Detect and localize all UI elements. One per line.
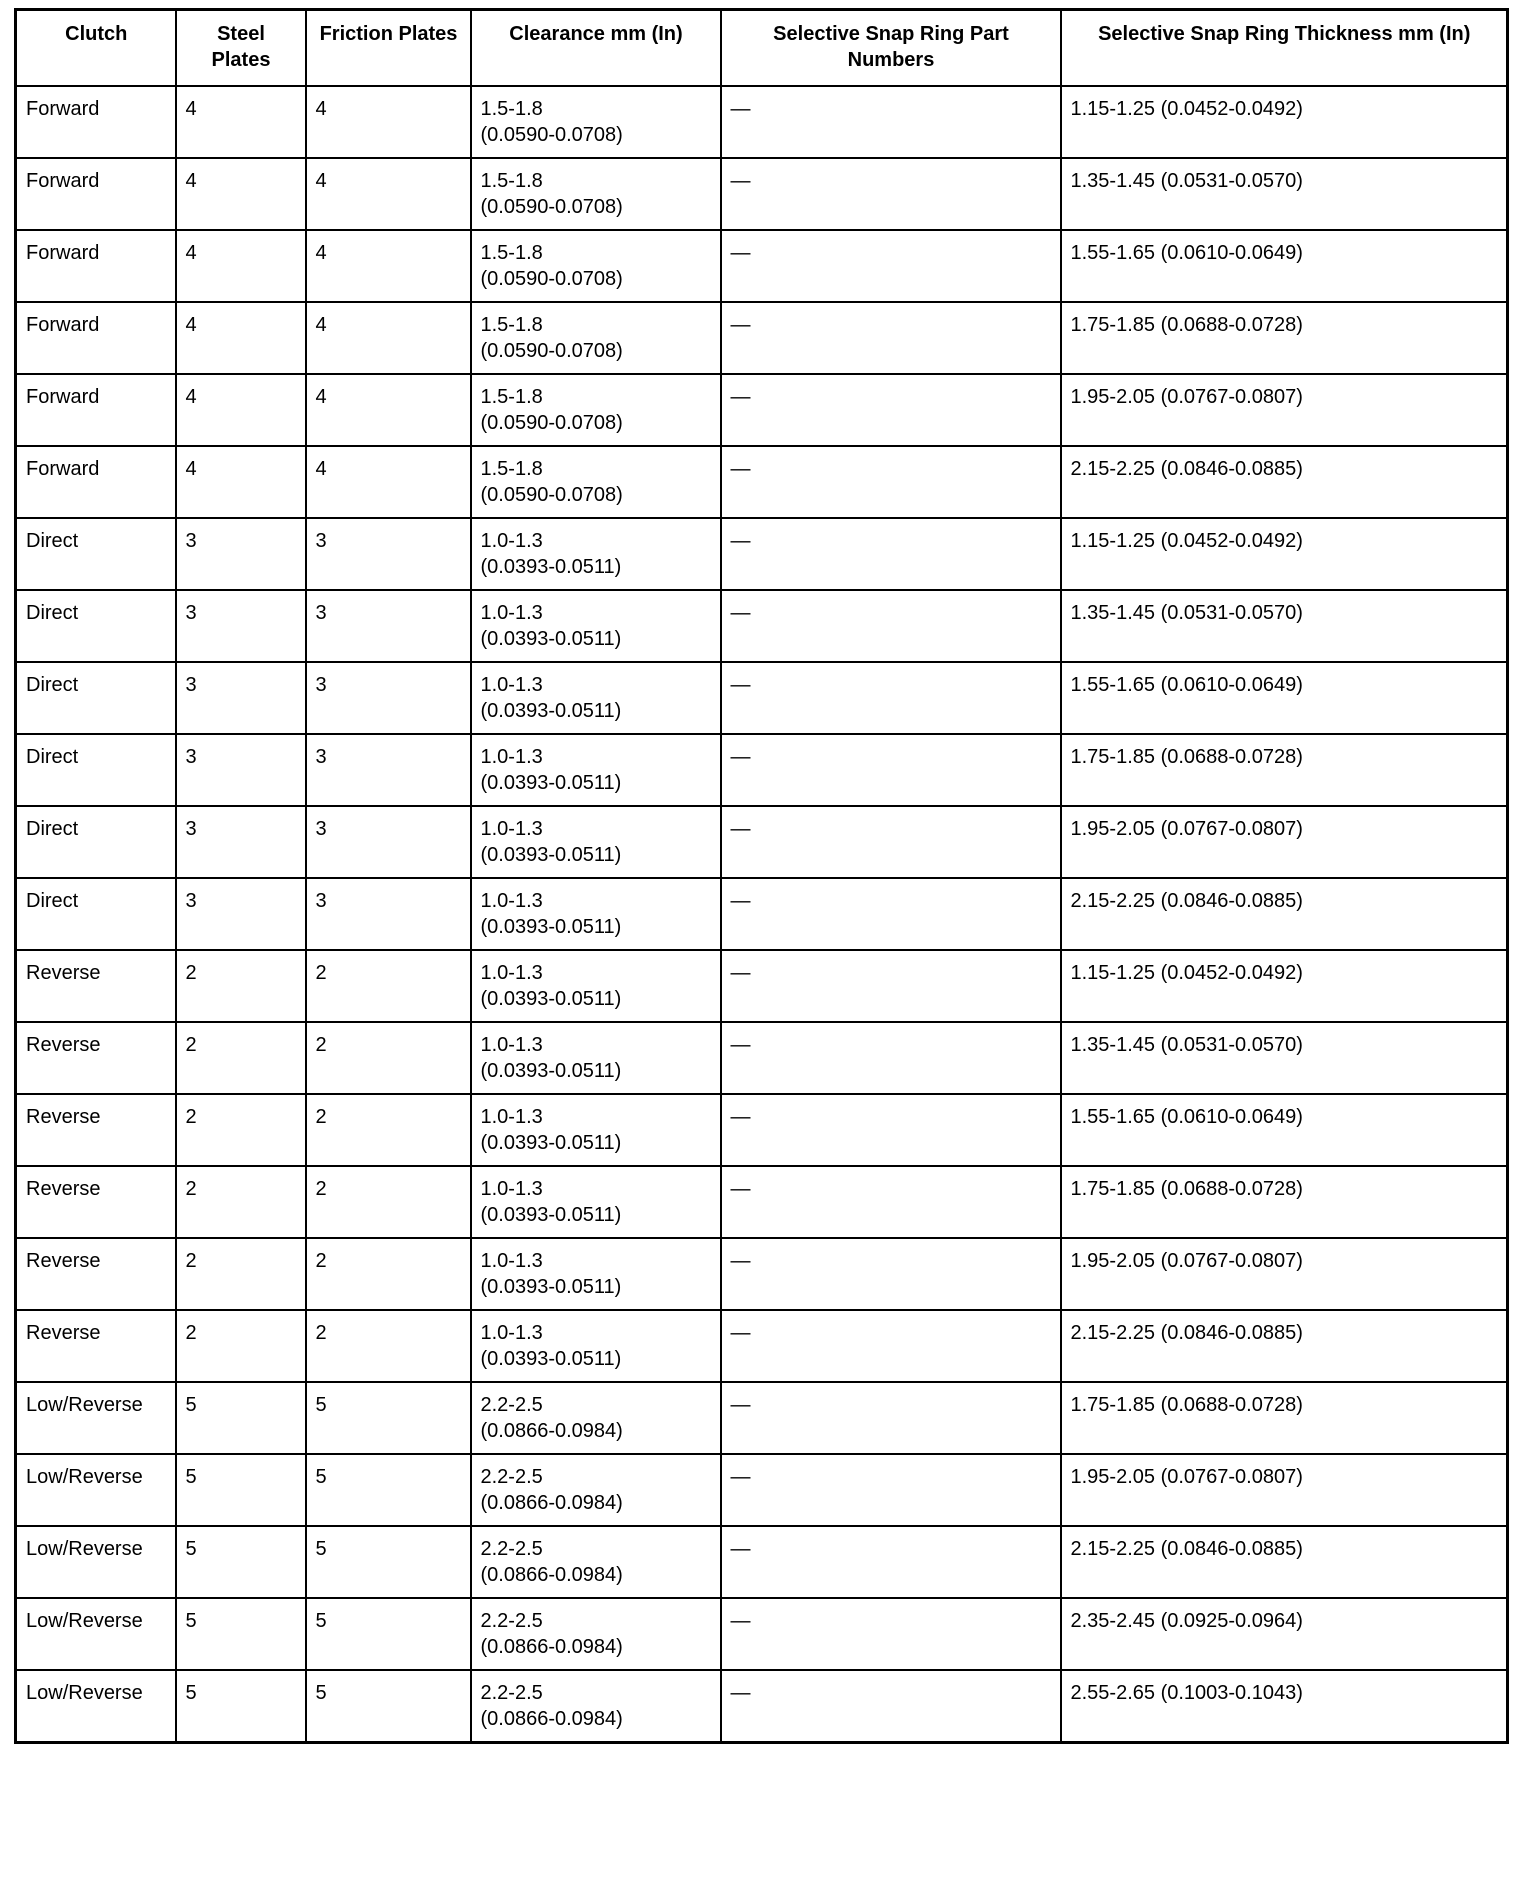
clearance-inch: (0.0393-0.0511) — [480, 1204, 622, 1226]
clearance-inch: (0.0393-0.0511) — [480, 844, 622, 866]
cell-snap-ring-part-numbers: — — [721, 302, 1061, 374]
cell-steel-plates: 4 — [176, 446, 306, 518]
table-row — [16, 1238, 1508, 1310]
clearance-mm: 1.0-1.3 — [480, 602, 543, 624]
cell-clutch: Forward — [16, 446, 176, 518]
cell-clearance — [471, 1598, 721, 1670]
cell-clearance — [471, 158, 721, 230]
cell-snap-ring-part-numbers: — — [721, 230, 1061, 302]
clearance-inch: (0.0590-0.0708) — [480, 124, 623, 146]
table-row — [16, 1166, 1508, 1238]
cell-clutch: Reverse — [16, 1094, 176, 1166]
cell-friction-plates: 4 — [306, 302, 471, 374]
cell-snap-ring-thickness: 1.75-1.85 (0.0688-0.0728) — [1061, 1382, 1508, 1454]
clearance-inch: (0.0393-0.0511) — [480, 628, 622, 650]
cell-steel-plates: 2 — [176, 1166, 306, 1238]
cell-clearance — [471, 734, 721, 806]
cell-steel-plates: 2 — [176, 950, 306, 1022]
cell-friction-plates: 2 — [306, 1022, 471, 1094]
table-row — [16, 1382, 1508, 1454]
cell-clutch: Forward — [16, 374, 176, 446]
table-header-row — [16, 10, 1508, 87]
cell-clutch: Low/Reverse — [16, 1598, 176, 1670]
clearance-inch: (0.0590-0.0708) — [480, 340, 623, 362]
cell-clutch: Reverse — [16, 1166, 176, 1238]
table-body — [16, 86, 1508, 1743]
cell-snap-ring-thickness: 1.95-2.05 (0.0767-0.0807) — [1061, 806, 1508, 878]
cell-clearance — [471, 230, 721, 302]
clearance-mm: 2.2-2.5 — [480, 1682, 543, 1704]
cell-friction-plates: 2 — [306, 1166, 471, 1238]
clearance-mm: 1.5-1.8 — [480, 458, 543, 480]
cell-snap-ring-part-numbers: — — [721, 1238, 1061, 1310]
cell-clearance — [471, 1670, 721, 1743]
cell-steel-plates: 4 — [176, 374, 306, 446]
clearance-mm: 2.2-2.5 — [480, 1394, 543, 1416]
cell-friction-plates: 4 — [306, 230, 471, 302]
cell-steel-plates: 2 — [176, 1022, 306, 1094]
cell-snap-ring-thickness: 1.95-2.05 (0.0767-0.0807) — [1061, 1238, 1508, 1310]
cell-clutch: Low/Reverse — [16, 1454, 176, 1526]
cell-steel-plates: 4 — [176, 158, 306, 230]
clearance-inch: (0.0866-0.0984) — [480, 1636, 623, 1658]
cell-clutch: Reverse — [16, 950, 176, 1022]
clearance-inch: (0.0866-0.0984) — [480, 1492, 623, 1514]
cell-clutch: Low/Reverse — [16, 1526, 176, 1598]
cell-clutch: Forward — [16, 302, 176, 374]
cell-steel-plates: 3 — [176, 662, 306, 734]
cell-steel-plates: 4 — [176, 86, 306, 158]
clearance-inch: (0.0590-0.0708) — [480, 484, 623, 506]
table-row — [16, 662, 1508, 734]
clearance-mm: 1.0-1.3 — [480, 818, 543, 840]
cell-snap-ring-thickness: 2.15-2.25 (0.0846-0.0885) — [1061, 1310, 1508, 1382]
cell-clearance — [471, 1310, 721, 1382]
table-row — [16, 302, 1508, 374]
cell-snap-ring-part-numbers: — — [721, 1526, 1061, 1598]
clearance-inch: (0.0393-0.0511) — [480, 1132, 622, 1154]
clearance-mm: 1.0-1.3 — [480, 674, 543, 696]
cell-clearance — [471, 806, 721, 878]
clearance-mm: 1.0-1.3 — [480, 530, 543, 552]
clearance-mm: 1.5-1.8 — [480, 170, 543, 192]
cell-steel-plates: 2 — [176, 1238, 306, 1310]
clearance-inch: (0.0393-0.0511) — [480, 916, 622, 938]
cell-clutch: Reverse — [16, 1022, 176, 1094]
cell-snap-ring-part-numbers: — — [721, 1598, 1061, 1670]
cell-snap-ring-thickness: 1.15-1.25 (0.0452-0.0492) — [1061, 86, 1508, 158]
cell-snap-ring-thickness: 1.15-1.25 (0.0452-0.0492) — [1061, 518, 1508, 590]
cell-snap-ring-thickness: 1.55-1.65 (0.0610-0.0649) — [1061, 230, 1508, 302]
cell-snap-ring-part-numbers: — — [721, 158, 1061, 230]
table-row — [16, 86, 1508, 158]
cell-friction-plates: 5 — [306, 1382, 471, 1454]
table-row — [16, 1670, 1508, 1743]
cell-steel-plates: 5 — [176, 1598, 306, 1670]
cell-snap-ring-thickness: 1.35-1.45 (0.0531-0.0570) — [1061, 590, 1508, 662]
cell-clearance — [471, 86, 721, 158]
cell-snap-ring-thickness: 1.95-2.05 (0.0767-0.0807) — [1061, 1454, 1508, 1526]
cell-friction-plates: 4 — [306, 86, 471, 158]
clearance-mm: 1.0-1.3 — [480, 1106, 543, 1128]
clearance-inch: (0.0393-0.0511) — [480, 988, 622, 1010]
cell-clearance — [471, 374, 721, 446]
cell-snap-ring-thickness: 2.55-2.65 (0.1003-0.1043) — [1061, 1670, 1508, 1743]
table-row — [16, 590, 1508, 662]
cell-clutch: Low/Reverse — [16, 1670, 176, 1743]
cell-clearance — [471, 950, 721, 1022]
cell-steel-plates: 4 — [176, 302, 306, 374]
clearance-inch: (0.0866-0.0984) — [480, 1420, 623, 1442]
clearance-inch: (0.0393-0.0511) — [480, 1348, 622, 1370]
cell-snap-ring-part-numbers: — — [721, 374, 1061, 446]
table-row — [16, 1526, 1508, 1598]
cell-clearance — [471, 1022, 721, 1094]
clearance-mm: 1.5-1.8 — [480, 386, 543, 408]
cell-steel-plates: 3 — [176, 590, 306, 662]
cell-clearance — [471, 878, 721, 950]
cell-snap-ring-part-numbers: — — [721, 662, 1061, 734]
cell-clearance — [471, 1454, 721, 1526]
cell-friction-plates: 5 — [306, 1454, 471, 1526]
cell-clutch: Direct — [16, 806, 176, 878]
cell-snap-ring-part-numbers: — — [721, 1166, 1061, 1238]
clearance-inch: (0.0866-0.0984) — [480, 1564, 623, 1586]
cell-snap-ring-part-numbers: — — [721, 734, 1061, 806]
cell-clutch: Reverse — [16, 1310, 176, 1382]
cell-clutch: Direct — [16, 734, 176, 806]
table-row — [16, 446, 1508, 518]
cell-snap-ring-thickness: 1.75-1.85 (0.0688-0.0728) — [1061, 734, 1508, 806]
cell-clutch: Forward — [16, 158, 176, 230]
cell-snap-ring-thickness: 2.15-2.25 (0.0846-0.0885) — [1061, 446, 1508, 518]
clearance-inch: (0.0590-0.0708) — [480, 268, 623, 290]
clearance-mm: 2.2-2.5 — [480, 1466, 543, 1488]
clearance-inch: (0.0590-0.0708) — [480, 412, 623, 434]
column-header-clutch: Clutch — [16, 10, 176, 87]
cell-clearance — [471, 590, 721, 662]
cell-clutch: Reverse — [16, 1238, 176, 1310]
cell-clutch: Direct — [16, 878, 176, 950]
cell-friction-plates: 4 — [306, 446, 471, 518]
clearance-mm: 2.2-2.5 — [480, 1610, 543, 1632]
clearance-inch: (0.0590-0.0708) — [480, 196, 623, 218]
cell-snap-ring-part-numbers: — — [721, 1022, 1061, 1094]
table-row — [16, 1598, 1508, 1670]
cell-snap-ring-part-numbers: — — [721, 1094, 1061, 1166]
clearance-inch: (0.0393-0.0511) — [480, 700, 622, 722]
cell-snap-ring-thickness: 1.55-1.65 (0.0610-0.0649) — [1061, 662, 1508, 734]
clearance-inch: (0.0393-0.0511) — [480, 1276, 622, 1298]
cell-snap-ring-part-numbers: — — [721, 1454, 1061, 1526]
cell-snap-ring-part-numbers: — — [721, 878, 1061, 950]
cell-clutch: Direct — [16, 590, 176, 662]
clearance-mm: 1.5-1.8 — [480, 98, 543, 120]
cell-snap-ring-part-numbers: — — [721, 1382, 1061, 1454]
cell-snap-ring-thickness: 1.35-1.45 (0.0531-0.0570) — [1061, 1022, 1508, 1094]
cell-steel-plates: 3 — [176, 806, 306, 878]
clearance-mm: 1.0-1.3 — [480, 1178, 543, 1200]
cell-snap-ring-thickness: 1.55-1.65 (0.0610-0.0649) — [1061, 1094, 1508, 1166]
cell-snap-ring-part-numbers: — — [721, 950, 1061, 1022]
cell-snap-ring-part-numbers: — — [721, 446, 1061, 518]
cell-steel-plates: 2 — [176, 1310, 306, 1382]
cell-snap-ring-part-numbers: — — [721, 86, 1061, 158]
cell-steel-plates: 5 — [176, 1382, 306, 1454]
cell-friction-plates: 4 — [306, 158, 471, 230]
cell-clutch: Forward — [16, 230, 176, 302]
cell-snap-ring-thickness: 1.75-1.85 (0.0688-0.0728) — [1061, 302, 1508, 374]
clearance-mm: 1.0-1.3 — [480, 1322, 543, 1344]
table-row — [16, 1310, 1508, 1382]
cell-snap-ring-part-numbers: — — [721, 1670, 1061, 1743]
table-row — [16, 158, 1508, 230]
cell-snap-ring-thickness: 2.15-2.25 (0.0846-0.0885) — [1061, 1526, 1508, 1598]
cell-friction-plates: 2 — [306, 1310, 471, 1382]
cell-clearance — [471, 1238, 721, 1310]
cell-snap-ring-part-numbers: — — [721, 1310, 1061, 1382]
clutch-specification-table — [14, 8, 1509, 1744]
cell-snap-ring-part-numbers: — — [721, 806, 1061, 878]
cell-friction-plates: 5 — [306, 1670, 471, 1743]
clearance-mm: 1.5-1.8 — [480, 314, 543, 336]
cell-friction-plates: 5 — [306, 1526, 471, 1598]
cell-friction-plates: 3 — [306, 878, 471, 950]
cell-clutch: Direct — [16, 662, 176, 734]
cell-steel-plates: 5 — [176, 1670, 306, 1743]
table-row — [16, 1022, 1508, 1094]
table-row — [16, 518, 1508, 590]
clearance-inch: (0.0393-0.0511) — [480, 1060, 622, 1082]
cell-steel-plates: 3 — [176, 734, 306, 806]
table-row — [16, 950, 1508, 1022]
cell-friction-plates: 4 — [306, 374, 471, 446]
cell-friction-plates: 2 — [306, 1238, 471, 1310]
table-row — [16, 734, 1508, 806]
clearance-inch: (0.0393-0.0511) — [480, 556, 622, 578]
cell-steel-plates: 5 — [176, 1526, 306, 1598]
table-row — [16, 1454, 1508, 1526]
clearance-mm: 1.0-1.3 — [480, 890, 543, 912]
cell-clearance — [471, 518, 721, 590]
cell-steel-plates: 3 — [176, 878, 306, 950]
column-header-steel-plates: Steel Plates — [176, 10, 306, 87]
table-row — [16, 806, 1508, 878]
cell-snap-ring-thickness: 1.35-1.45 (0.0531-0.0570) — [1061, 158, 1508, 230]
table-header — [16, 10, 1508, 87]
cell-snap-ring-thickness: 1.15-1.25 (0.0452-0.0492) — [1061, 950, 1508, 1022]
cell-clutch: Direct — [16, 518, 176, 590]
clearance-inch: (0.0866-0.0984) — [480, 1708, 623, 1730]
clearance-mm: 1.0-1.3 — [480, 962, 543, 984]
cell-steel-plates: 5 — [176, 1454, 306, 1526]
cell-snap-ring-thickness: 1.95-2.05 (0.0767-0.0807) — [1061, 374, 1508, 446]
clearance-inch: (0.0393-0.0511) — [480, 772, 622, 794]
cell-friction-plates: 2 — [306, 1094, 471, 1166]
cell-friction-plates: 5 — [306, 1598, 471, 1670]
cell-snap-ring-thickness: 2.35-2.45 (0.0925-0.0964) — [1061, 1598, 1508, 1670]
clearance-mm: 1.0-1.3 — [480, 1034, 543, 1056]
cell-friction-plates: 3 — [306, 662, 471, 734]
column-header-friction-plates: Friction Plates — [306, 10, 471, 87]
cell-clearance — [471, 1094, 721, 1166]
cell-friction-plates: 3 — [306, 518, 471, 590]
cell-clearance — [471, 1382, 721, 1454]
cell-steel-plates: 4 — [176, 230, 306, 302]
cell-clearance — [471, 1526, 721, 1598]
cell-friction-plates: 2 — [306, 950, 471, 1022]
cell-friction-plates: 3 — [306, 734, 471, 806]
clearance-mm: 1.0-1.3 — [480, 1250, 543, 1272]
column-header-snap-ring-thickness: Selective Snap Ring Thickness mm (In) — [1061, 10, 1508, 87]
table-row — [16, 1094, 1508, 1166]
table-row — [16, 230, 1508, 302]
table-row — [16, 878, 1508, 950]
clearance-mm: 1.5-1.8 — [480, 242, 543, 264]
table-row — [16, 374, 1508, 446]
clearance-mm: 2.2-2.5 — [480, 1538, 543, 1560]
cell-steel-plates: 2 — [176, 1094, 306, 1166]
column-header-clearance: Clearance mm (In) — [471, 10, 721, 87]
cell-snap-ring-thickness: 2.15-2.25 (0.0846-0.0885) — [1061, 878, 1508, 950]
cell-clearance — [471, 302, 721, 374]
column-header-snap-ring-part-numbers: Selective Snap Ring Part Numbers — [721, 10, 1061, 87]
cell-steel-plates: 3 — [176, 518, 306, 590]
cell-friction-plates: 3 — [306, 806, 471, 878]
cell-snap-ring-thickness: 1.75-1.85 (0.0688-0.0728) — [1061, 1166, 1508, 1238]
cell-clutch: Forward — [16, 86, 176, 158]
cell-clearance — [471, 662, 721, 734]
clearance-mm: 1.0-1.3 — [480, 746, 543, 768]
cell-snap-ring-part-numbers: — — [721, 518, 1061, 590]
cell-clearance — [471, 446, 721, 518]
cell-clutch: Low/Reverse — [16, 1382, 176, 1454]
cell-friction-plates: 3 — [306, 590, 471, 662]
cell-clearance — [471, 1166, 721, 1238]
cell-snap-ring-part-numbers: — — [721, 590, 1061, 662]
